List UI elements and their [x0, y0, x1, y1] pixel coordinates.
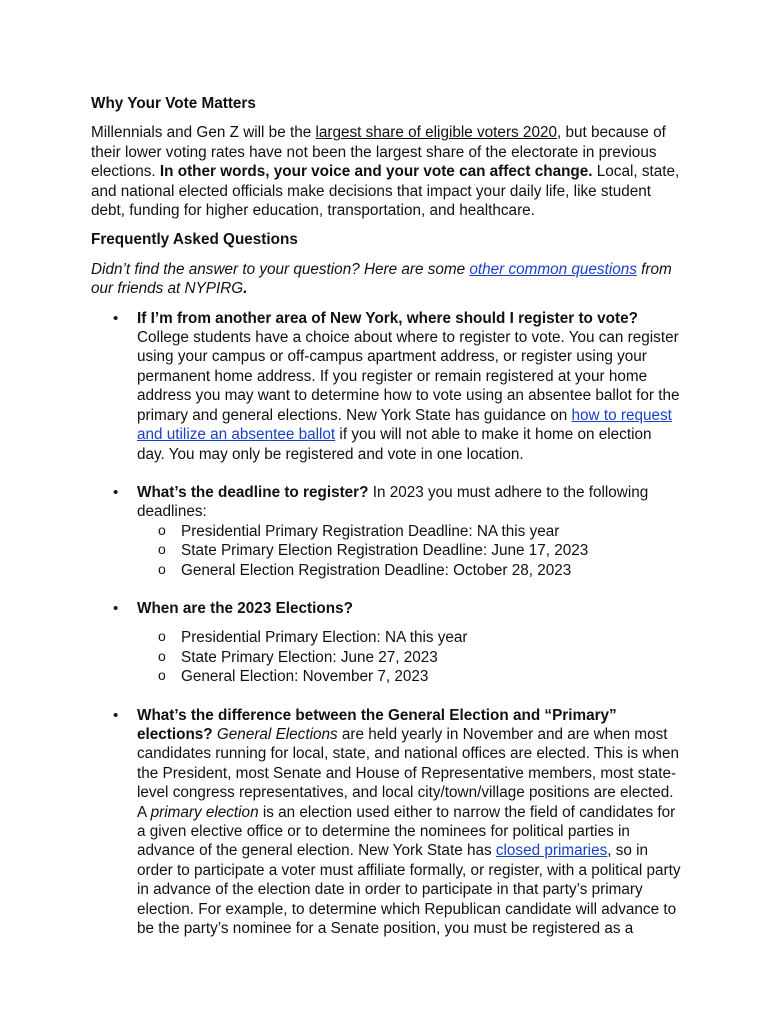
faq-list [91, 309, 681, 939]
faq-question: When are the 2023 Elections? [137, 599, 353, 617]
faq-question: What’s the deadline to register? [137, 483, 369, 501]
intro-text: Didn’t find the answer to your question? Here are some [91, 260, 470, 278]
list-item: o State Primary Election: June 27, 2023 [91, 648, 681, 667]
faq-answer: if you will not able to make it home on election day. You may only be registered and vote in one location. [137, 426, 652, 463]
paragraph-text: Local, state, and national elected officials make decisions that impact your daily life, like student debt, funding for higher education, transportation, and healthcare. [91, 163, 680, 220]
faq-intro [91, 260, 681, 299]
list-item: o General Election Registration Deadline: October 28, 2023 [91, 561, 681, 580]
closed-primaries-link[interactable]: closed primaries [495, 842, 608, 860]
faq-answer: In 2023 you must adhere to the following deadlines: [137, 483, 649, 521]
faq-item-elections [91, 599, 681, 687]
list-item: o Presidential Primary Registration Deadline: NA this year [91, 522, 681, 541]
other-common-questions-link[interactable]: other common questions [469, 260, 637, 278]
deadline-list [137, 522, 681, 580]
list-item: o General Election: November 7, 2023 [91, 667, 681, 686]
faq-item-deadline [91, 483, 681, 580]
faq-answer: are held yearly in November and are when most candidates running for local, state, and national offices are elected. This is when the President, most Senate and House of Representative members, most state-level congress representatives, and local city/town/village positions are elected. A [137, 725, 679, 821]
list-item: o State Primary Election Registration Deadline: June 17, 2023 [91, 541, 681, 560]
faq-answer: is an election used either to narrow the field of candidates for a given elective office or to determine the nominees for political parties in advance of the general election. New York State has [137, 803, 676, 860]
paragraph-text: Millennials and Gen Z will be the [91, 124, 316, 142]
primary-election-term: primary election [150, 803, 259, 821]
section-heading-faq: Frequently Asked Questions [91, 231, 298, 249]
absentee-ballot-link[interactable]: how to request and utilize an absentee ballot [137, 406, 672, 444]
document-body [91, 94, 681, 938]
faq-item-primary-vs-general [91, 706, 681, 939]
faq-answer: College students have a choice about where to register to vote. You can register using your campus or off-campus apartment address, or register using your permanent home address. If you register or remain registered at your home address you may want to determine how to vote using an absentee ballot for the primary and general elections. New York State has guidance on [137, 329, 680, 424]
general-elections-term: General Elections [216, 725, 338, 743]
section-heading-why-vote-matters: Why Your Vote Matters [91, 95, 256, 112]
faq-item-register-location [91, 309, 681, 464]
largest-share-link[interactable]: largest share of eligible voters 2020 [315, 124, 557, 142]
elections-list [137, 628, 681, 686]
faq-answer: , so in order to participate a voter must affiliate formally, or register, with a political party in advance of the election date in order to participate in that party’s primary election. For example, to determine which Republican candidate will advance to be the party’s nominee for a Senate position, you must be registered as a [137, 842, 681, 938]
faq-question: What’s the difference between the General Election and “Primary” elections? [137, 706, 617, 743]
paragraph-text: , but because of their lower voting rates have not been the largest share of the electorate in previous elections. [91, 124, 666, 181]
emphasis-text: In other words, your voice and your vote can affect change. [159, 163, 593, 181]
list-item: o Presidential Primary Election: NA this year [91, 628, 681, 647]
intro-period: . [243, 280, 248, 298]
paragraph-why-vote-matters [91, 123, 681, 220]
intro-text: from our friends at NYPIRG [91, 260, 672, 298]
faq-question: If I’m from another area of New York, where should I register to vote? [137, 309, 638, 327]
